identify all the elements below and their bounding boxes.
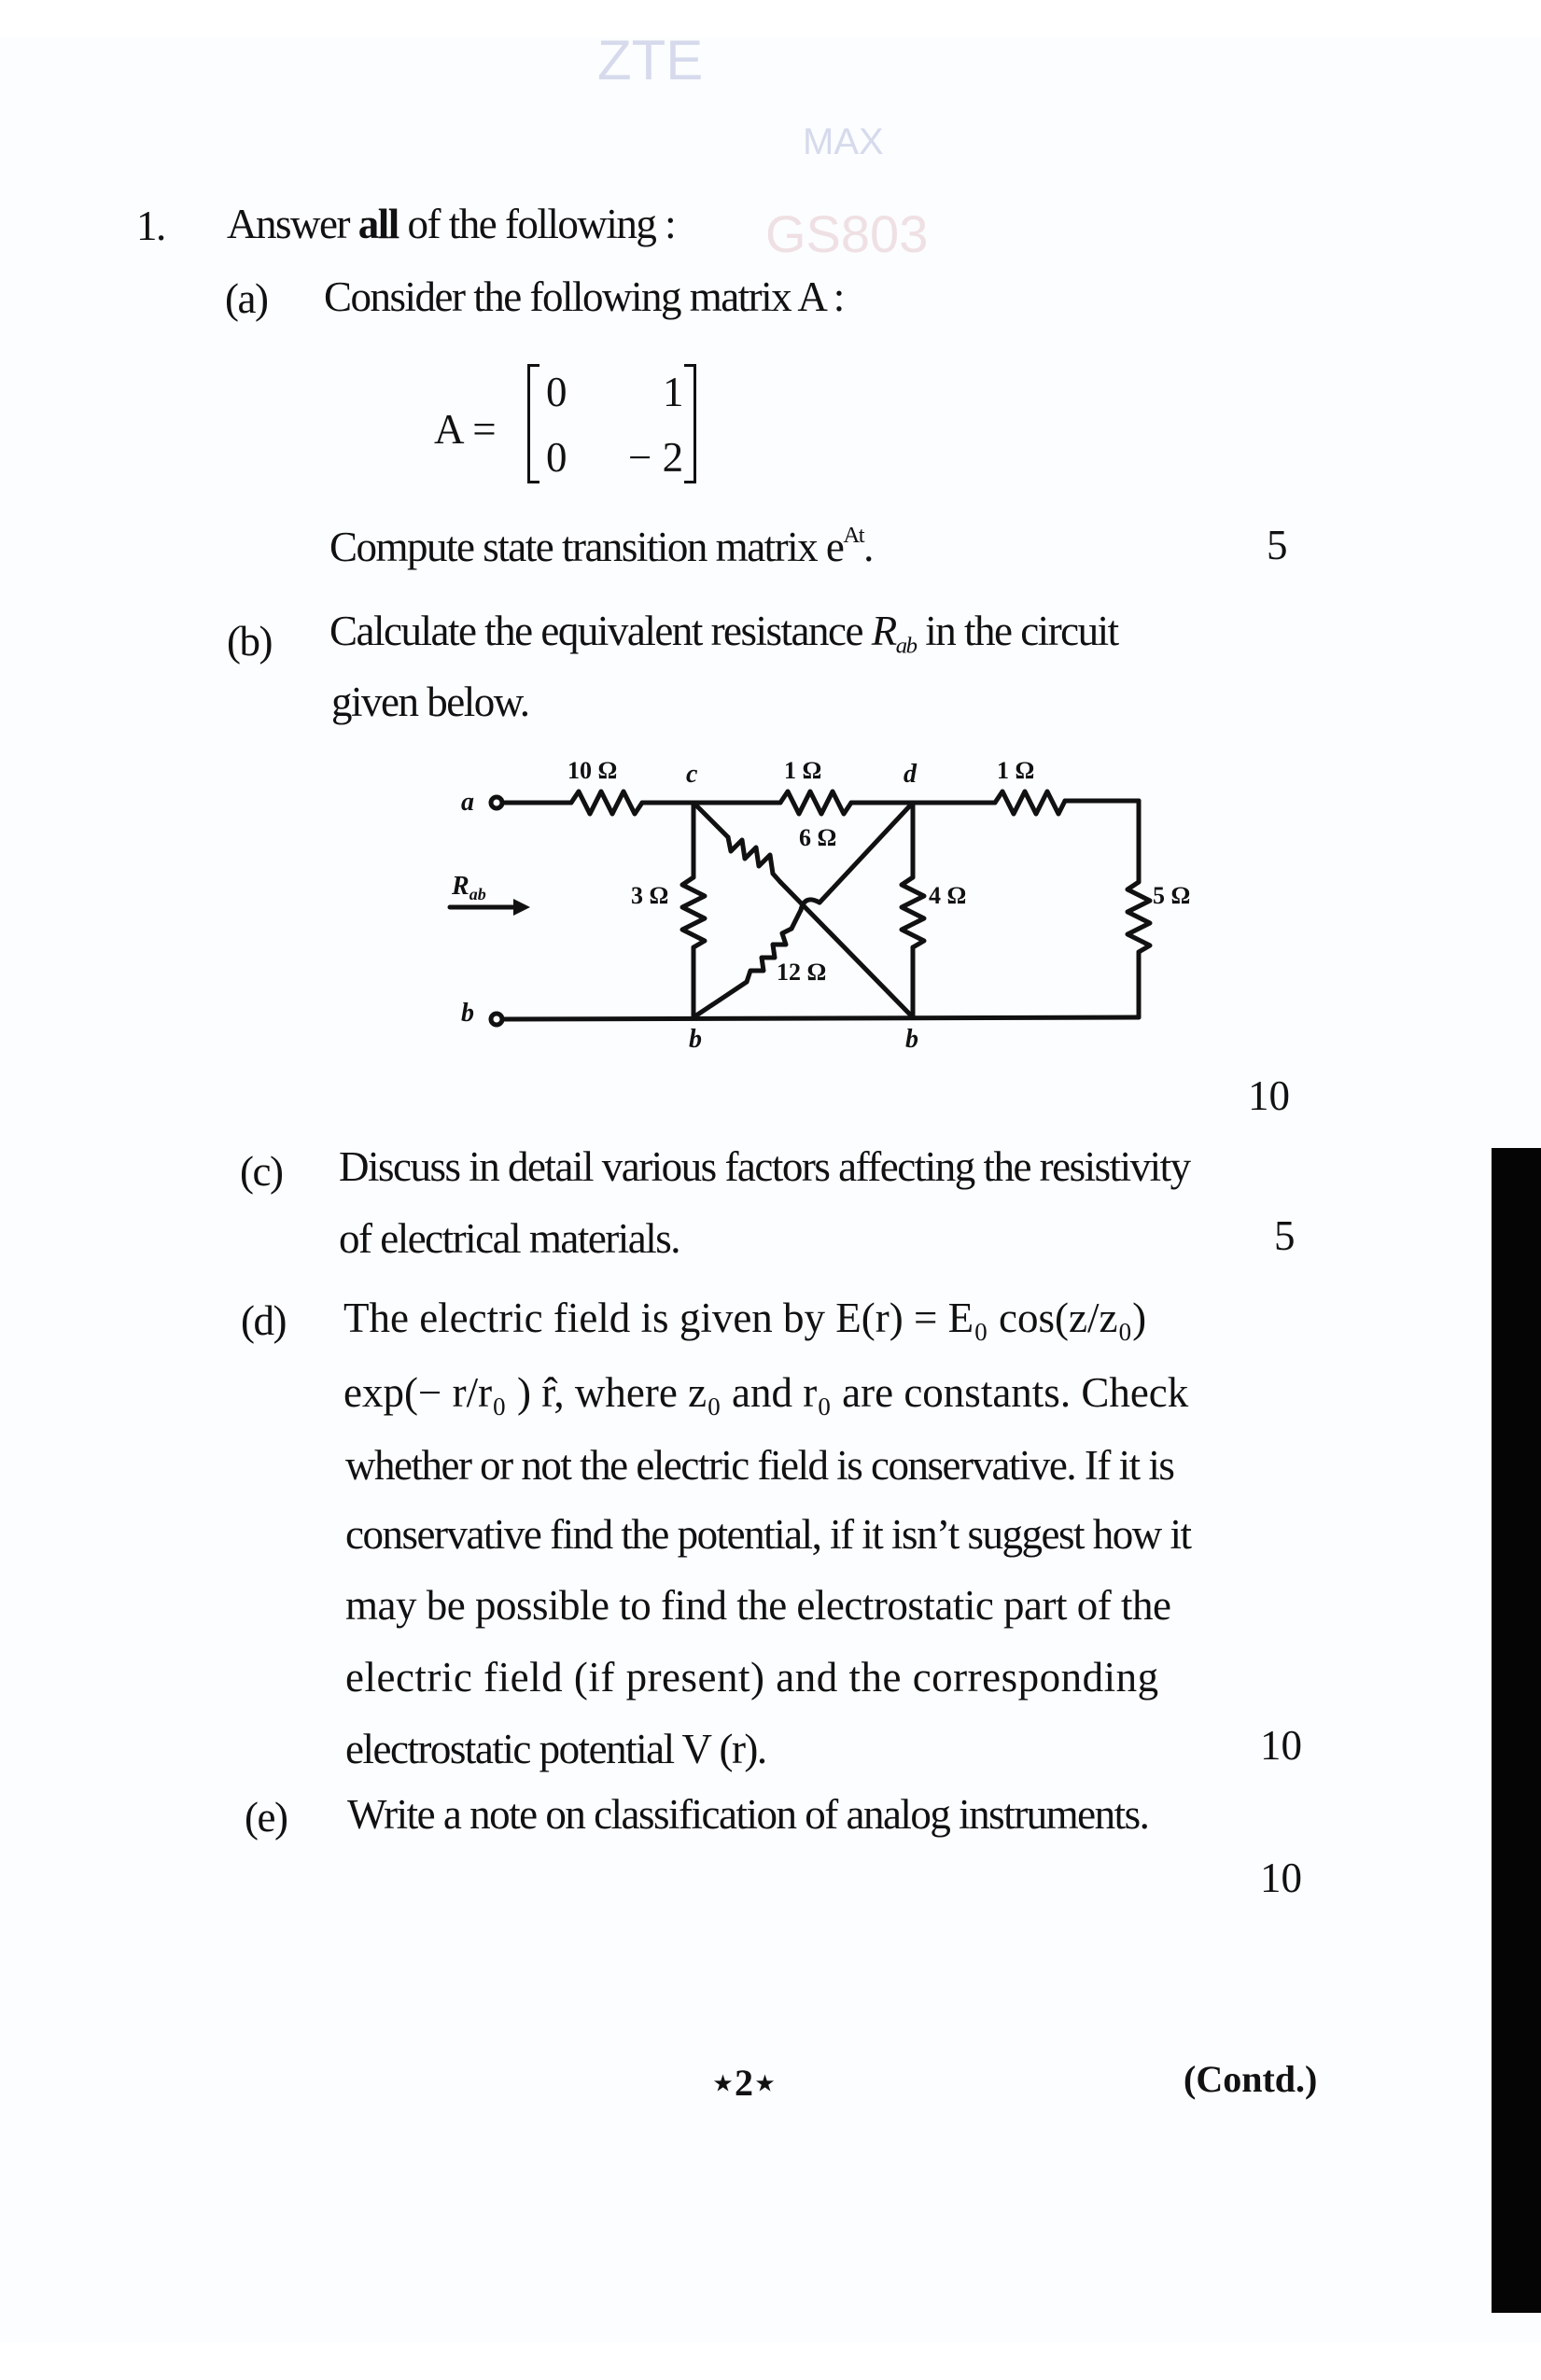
node-label-d: d [904,760,917,789]
label-6-ohm: 6 Ω [799,824,837,851]
part-d-line: conservative find the potential, if it isn’t suggest how it [345,1511,1191,1558]
resistor-4-ohm [902,877,924,947]
bleed-through-stamp: MAX [803,121,884,162]
question-number: 1. [136,203,165,249]
intro-text: of the following : [398,201,676,247]
part-d-line: exp(− r/r₀ ) r̂, where z₀ and r₀ are constants. Check [343,1369,1189,1416]
task-text: . [863,523,873,570]
resistor-10-ohm [571,791,642,814]
circuit-diagram [0,0,1541,1083]
label-1-ohm-cd: 1 Ω [784,757,822,784]
crossover-hop [801,900,820,910]
subscript: ab [895,633,917,659]
resistor-1-ohm-right [995,791,1065,814]
part-b-marks: 10 [1248,1072,1290,1119]
part-d-marks: 10 [1260,1722,1302,1769]
label-10-ohm: 10 Ω [567,757,618,784]
node-label-a: a [461,788,474,817]
part-e-label: (e) [245,1794,287,1841]
part-e-text: Write a note on classification of analog instruments. [347,1791,1149,1838]
matrix-cell: 0 [546,369,567,415]
part-a-marks: 5 [1267,522,1288,568]
matrix-cell: 0 [546,434,567,481]
task-text: Compute state transition matrix e [329,523,844,570]
part-b-line2: given below. [331,679,529,725]
page-number: ⋆2⋆ [711,2062,778,2104]
line-text: in the circuit [916,608,1118,654]
resistor-6-ohm [728,837,780,882]
resistor-5-ohm [1128,882,1150,952]
label-3-ohm: 3 Ω [631,882,669,909]
scan-edge-shadow [1492,1148,1541,2313]
part-e-marks: 10 [1260,1855,1302,1901]
resistor-3-ohm [682,877,705,947]
intro-text: Answer [227,201,358,247]
matrix-cell: − 2 [628,434,684,481]
variable: R [871,608,896,654]
bleed-through-stamp: GS803 [765,204,929,263]
part-d-line: electric field (if present) and the corresponding [345,1654,1159,1701]
matrix-name: A = [434,406,497,453]
part-d-line: electrostatic potential V (r). [345,1726,766,1772]
part-b-label: (b) [227,618,272,665]
line-text: Calculate the equivalent resistance [329,608,872,654]
arrow-head-icon [513,899,530,916]
part-a-text: Consider the following matrix A : [324,273,844,320]
matrix-cell: 1 [663,369,684,415]
rab-label: $R_{ab}$ [452,872,486,903]
label-4-ohm: 4 Ω [929,882,967,909]
label-1-ohm-right: 1 Ω [997,757,1035,784]
part-c-label: (c) [240,1148,283,1195]
exponent: At [843,523,864,548]
part-c-marks: 5 [1274,1212,1296,1259]
continued-label: (Contd.) [1184,2058,1318,2100]
part-d-label: (d) [241,1297,286,1344]
part-d-line: The electric field is given by E(r) = E₀ cos(z/z₀) [343,1295,1147,1341]
part-c-line1: Discuss in detail various factors affecting the resistivity [339,1143,1190,1190]
part-d-line: whether or not the electric field is conservative. If it is [345,1442,1174,1489]
part-c-line2: of electrical materials. [339,1215,680,1262]
part-a-label: (a) [225,275,268,322]
part-d-line: may be possible to find the electrostatic part of the [345,1582,1171,1629]
intro-bold: all [357,201,399,247]
label-12-ohm: 12 Ω [777,959,827,986]
node-label-c: c [686,760,698,789]
bleed-through-stamp: ZTE [597,29,704,91]
node-label-b: b [461,999,474,1028]
node-label-b-left: b [689,1025,702,1054]
label-5-ohm: 5 Ω [1153,882,1191,909]
node-label-b-right: b [905,1025,918,1054]
resistor-1-ohm-cd [780,791,851,814]
